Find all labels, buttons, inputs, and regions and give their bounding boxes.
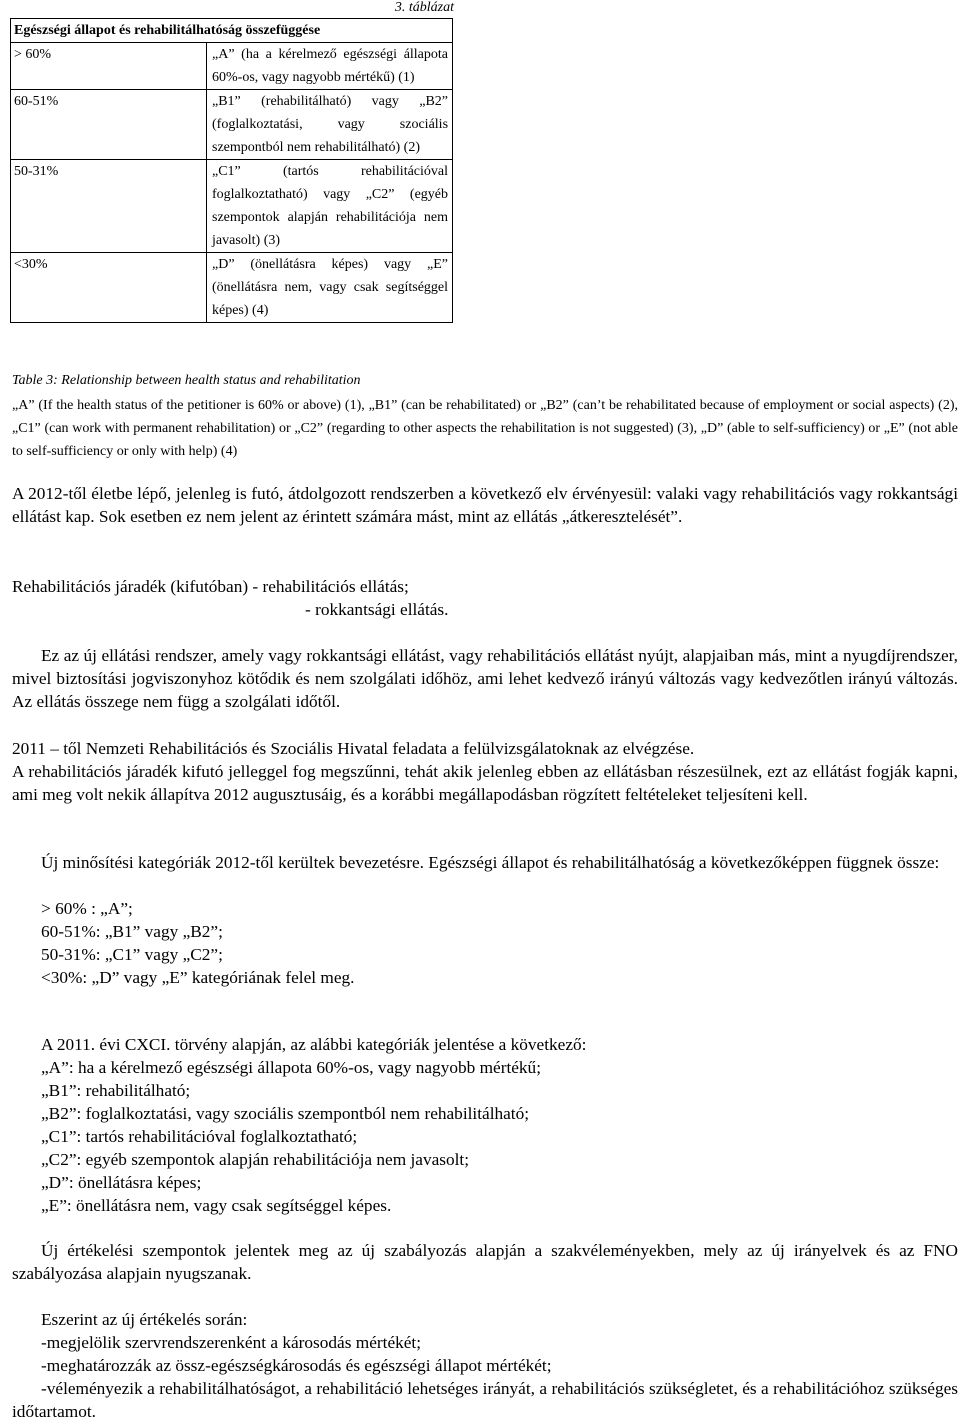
- paragraph-categories: Új minősítési kategóriák 2012-től kerültek bevezetésre. Egészségi állapot és rehabilitálhatóság a következőképpen függnek össze:: [41, 853, 940, 872]
- list-item: -meghatározzák az össz-egészségkárosodás és egészségi állapot mértékét;: [41, 1356, 552, 1375]
- list-item: „D”: önellátásra képes;: [41, 1173, 202, 1192]
- list-item: 60-51%: „B1” vagy „B2”;: [41, 922, 223, 941]
- table-row: [11, 253, 453, 323]
- list-item: 50-31%: „C1” vagy „C2”;: [41, 945, 223, 964]
- paragraph-line: Rehabilitációs járadék (kifutóban) - rehabilitációs ellátás;: [12, 577, 409, 596]
- list-item: „C1”: tartós rehabilitációval foglalkoztatható;: [41, 1127, 358, 1146]
- paragraph-system: Ez az új ellátási rendszer, amely vagy rokkantsági ellátást, vagy rehabilitációs ellátást nyújt, alapjaiban más, mint a nyugdíjrendszer, mivel biztosítási jogviszonyhoz kötődik és nem szolgálati időhöz, ami lehet kedvező irányú változás vagy kedvezőtlen irányú változás. Az ellátás összege nem függ a szolgálati időtől.: [12, 646, 958, 711]
- table-row: [11, 43, 453, 90]
- table-cell-desc: „C1” (tartós rehabilitációval foglalkoztatható) vagy „C2” (egyéb szempontok alapján rehabilitációja nem javasolt) (3): [207, 160, 453, 253]
- list-item: „B2”: foglalkoztatási, vagy szociális szempontból nem rehabilitálható;: [41, 1104, 530, 1123]
- paragraph-intro: A 2012-től életbe lépő, jelenleg is futó, átdolgozott rendszerben a következő elv érvényesül: valaki vagy rehabilitációs vagy rokkantsági ellátást kap. Sok esetben ez nem jelent az érintett számára mást, mint az ellátás „átkeresztelését”.: [12, 484, 958, 526]
- table-cell-range: > 60%: [11, 43, 207, 90]
- list-item: „B1”: rehabilitálható;: [41, 1081, 191, 1100]
- table-row: [11, 90, 453, 160]
- list-item-last: -véleményezik a rehabilitálhatóságot, a rehabilitáció lehetséges irányát, a rehabilitációs szükségletet, és a rehabilitációhoz szükséges időtartamot.: [12, 1379, 958, 1421]
- table-cell-range: <30%: [11, 253, 207, 323]
- table-cell-desc: „A” (ha a kérelmező egészségi állapota 60%-os, vagy nagyobb mértékű) (1): [207, 43, 453, 90]
- table-row: [11, 160, 453, 253]
- list-item: -megjelölik szervrendszerenként a károsodás mértékét;: [41, 1333, 422, 1352]
- table-cell-desc: „D” (önellátásra képes) vagy „E” (önellátásra nem, vagy csak segítséggel képes) (4): [207, 253, 453, 323]
- list-item: > 60% : „A”;: [41, 899, 133, 918]
- table-cell-range: 60-51%: [11, 90, 207, 160]
- paragraph-transition: A rehabilitációs járadék kifutó jelleggel fog megszűnni, tehát akik jelenleg ebben az ellátásban részesülnek, ezt az ellátást fogják kapni, ami meg volt nekik állapítva 2012 augusztusáig, és a korábbi megállapodásban rögzített feltételeket teljesíteni kell.: [12, 762, 958, 804]
- table-title: Egészségi állapot és rehabilitálhatóság összefüggése: [11, 19, 453, 43]
- paragraph-line: 2011 – től Nemzeti Rehabilitációs és Szociális Hivatal feladata a felülvizsgálatoknak az elvégzése.: [12, 739, 695, 758]
- table-title-row: [11, 19, 453, 43]
- list-item: „E”: önellátásra nem, vagy csak segítséggel képes.: [41, 1196, 392, 1215]
- paragraph-line: - rokkantsági ellátás.: [305, 600, 449, 619]
- rehabilitation-table: [10, 18, 453, 323]
- table-cell-range: 50-31%: [11, 160, 207, 253]
- table-label: 3. táblázat: [394, 0, 454, 15]
- paragraph-line: Eszerint az új értékelés során:: [41, 1310, 248, 1329]
- english-note: „A” (If the health status of the petitioner is 60% or above) (1), „B1” (can be rehabilitated) or „B2” (can’t be rehabilitated because of employment or social aspects) (2), „C1” (can work with permanent rehabilitation) or „C2” (regarding to other aspects the rehabilitation is not suggested) (3), „D” (able to self-sufficiency) or „E” (not able to self-sufficiency or only with help) (4): [12, 398, 958, 459]
- table-caption: Table 3: Relationship between health status and rehabilitation: [12, 373, 361, 388]
- list-item: „A”: ha a kérelmező egészségi állapota 60%-os, vagy nagyobb mértékű;: [41, 1058, 542, 1077]
- paragraph-evaluation: Új értékelési szempontok jelentek meg az új szabályozás alapján a szakvéleményekben, mely az új irányelvek és az FNO szabályozása alapjain nyugszanak.: [12, 1241, 958, 1283]
- table-cell-desc: „B1” (rehabilitálható) vagy „B2” (foglalkoztatási, vagy szociális szempontból nem rehabilitálható) (2): [207, 90, 453, 160]
- list-item: „C2”: egyéb szempontok alapján rehabilitációja nem javasolt;: [41, 1150, 470, 1169]
- paragraph-line: A 2011. évi CXCI. törvény alapján, az alábbi kategóriák jelentése a következő:: [41, 1035, 587, 1054]
- list-item: <30%: „D” vagy „E” kategóriának felel meg.: [41, 968, 355, 987]
